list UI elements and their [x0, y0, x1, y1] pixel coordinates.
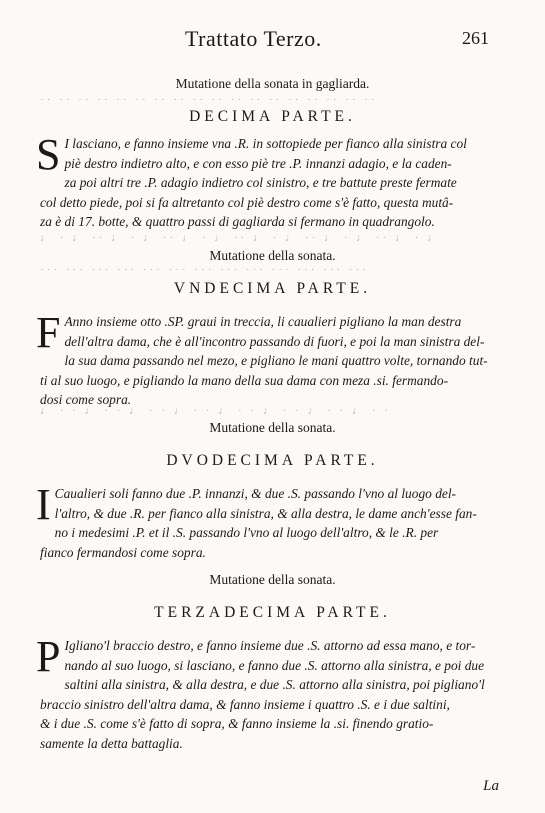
section-paragraph	[36, 130, 500, 232]
text-line: no i medesimi .P. et il .S. passando l'vno al luogo dell'altro, & le .R. per	[54, 525, 439, 541]
text-line: col detto piede, poi si fa altretanto col piè destro come s'è fatto, questa mutâ-	[40, 194, 454, 210]
text-line: braccio sinistro dell'altra dama, & fanno insieme i quattro .S. e i due saltini,	[40, 696, 450, 712]
text-line: ti al suo luogo, e pigliando la mano della sua dama con meza .si. fermando-	[40, 372, 449, 388]
drop-cap: P	[36, 632, 61, 681]
text-line: fianco fermandosi come sopra.	[40, 544, 206, 560]
section-paragraph	[36, 632, 500, 754]
text-line: & i due .S. come s'è fatto di sopra, & fanno insieme la .si. finendo gratio-	[40, 716, 434, 732]
text-line: dell'altra dama, che è all'incontro passando di fuori, e poi la man sinistra del-	[64, 333, 485, 349]
page-number: 261	[462, 28, 489, 48]
drop-cap: S	[36, 130, 61, 179]
page-header	[0, 26, 545, 56]
section-paragraph	[36, 480, 500, 562]
drop-cap: F	[36, 308, 61, 357]
text-line: Caualieri soli fanno due .P. innanzi, & due .S. passando l'vno al luogo del-	[54, 486, 457, 501]
text-line: samente la detta battaglia.	[40, 735, 183, 751]
text-line: la sua dama passando nel mezo, e pigliano le mani quattro volte, tornando tut-	[64, 353, 488, 369]
bleed-through-music: ··· ··· ··· ··· ··· ··· ··· ··· ··· ··· ··· ··· ···	[40, 264, 369, 276]
drop-cap: I	[36, 480, 51, 529]
text-line: l'altro, & due .R. per fianco alla sinistra, & alla destra, le dame anch'esse fan-	[54, 505, 477, 521]
running-title: Trattato Terzo.	[185, 26, 322, 51]
catchword: La	[483, 778, 499, 794]
mutatione-heading: Mutatione della sonata in gagliarda.	[175, 76, 370, 91]
text-line: Igliano'l braccio destro, e fanno insieme due .S. attorno ad essa mano, e tor-	[64, 638, 476, 653]
text-line: nando al suo luogo, si lasciano, e fanno due .S. attorno alla sinistra, e poi due	[64, 657, 485, 673]
mutatione-heading: Mutatione della sonata.	[209, 248, 336, 263]
bleed-through-music: ·· ·· ·· ·· ·· ·· ·· ·· ·· ·· ·· ·· ·· ·· ·· ·· ·· ··	[40, 94, 378, 106]
mutatione-heading: Mutatione della sonata.	[209, 572, 336, 587]
section-paragraph	[36, 308, 500, 410]
part-title: VNDECIMA PARTE.	[173, 280, 372, 297]
text-line: dosi come sopra.	[40, 392, 132, 408]
text-line: Anno insieme otto .SP. graui in treccia, li caualieri pigliano la man destra	[64, 314, 462, 329]
mutatione-heading: Mutatione della sonata.	[209, 420, 336, 435]
part-title: TERZADECIMA PARTE.	[154, 604, 391, 621]
text-line: I lasciano, e fanno insieme vna .R. in sottopiede per fianco alla sinistra col	[64, 136, 467, 151]
bleed-through-music: ♩ · · ♩ · · ♩ · · ♩ · · ♩ · · ♩ · · ♩ · · ♩ · ·	[40, 405, 391, 417]
text-line: saltini alla sinistra, & alla destra, e due .S. attorno alla sinistra, poi pigliano'l	[64, 677, 485, 693]
part-title: DVODECIMA PARTE.	[166, 452, 379, 469]
part-title: DECIMA PARTE.	[189, 108, 356, 125]
text-line: za è di 17. botte, & quattro passi di gagliarda si fermano in quadrangolo.	[40, 214, 435, 230]
text-line: piè destro indietro alto, e con esso piè tre .P. innanzi adagio, e la caden-	[64, 155, 452, 171]
text-line: za poi altri tre .P. adagio indietro col sinistro, e tre battute preste fermate	[64, 175, 457, 191]
bleed-through-music: ♩ · ♩ ·· ♩ · ♩ ·· ♩ · ♩ ·· ♩ · ♩ ·· ♩ · ♩ ·· ♩ · ♩	[40, 232, 442, 244]
